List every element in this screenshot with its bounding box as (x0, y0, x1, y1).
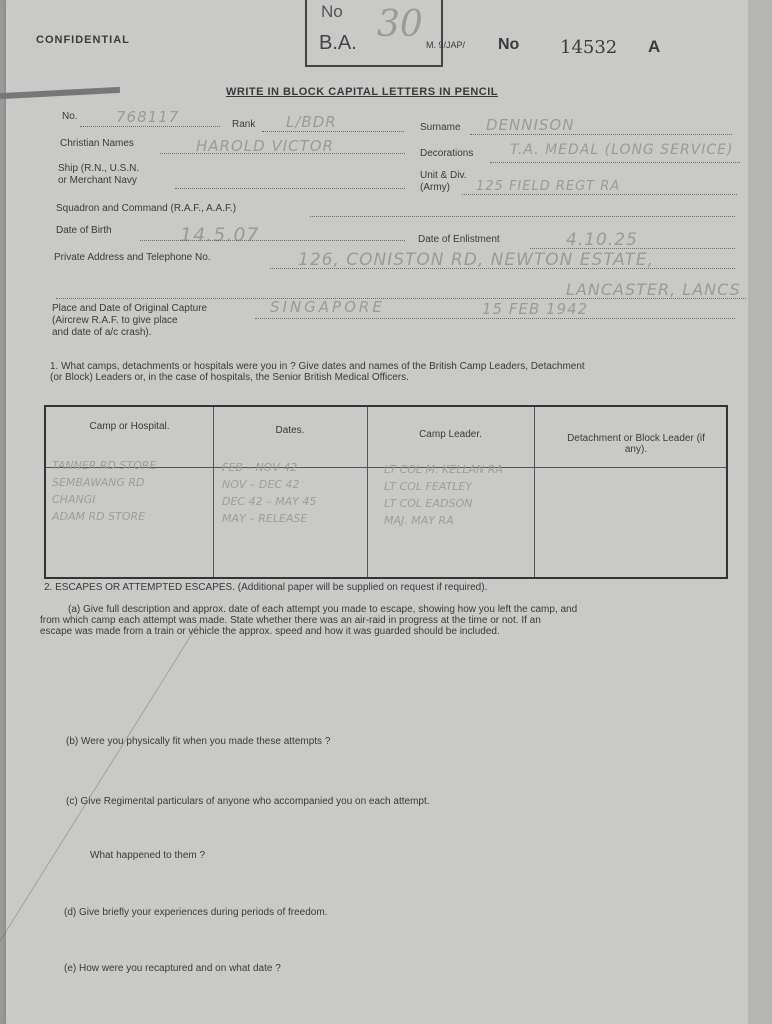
rank-value: L/BDR (286, 113, 337, 131)
unit-label-1: Unit & Div. (420, 170, 467, 181)
dob-label: Date of Birth (56, 225, 112, 236)
serial-label: No (498, 36, 520, 53)
surname-value: DENNISON (486, 116, 575, 134)
ship-label-1: Ship (R.N., U.S.N. (58, 163, 140, 174)
question-1-line1: 1. What camps, detachments or hospitals were you in ? Give dates and names of the British Camp Leaders, Detachment (50, 361, 585, 372)
no-value: 768117 (116, 108, 180, 126)
serial-number: 14532 (560, 37, 618, 58)
table-cell: TANNER RD STORE (52, 459, 157, 472)
squadron-label: Squadron and Command (R.A.F., A.A.F.) (56, 203, 237, 214)
enlistment-label: Date of Enlistment (418, 234, 500, 245)
instruction-heading: WRITE IN BLOCK CAPITAL LETTERS IN PENCIL (226, 86, 498, 98)
section-2a-line1: (a) Give full description and approx. date of each attempt you made to escape, showing how you left the camp, and (68, 604, 578, 615)
table-cell: LT COL EADSON (384, 497, 473, 510)
no-label: No. (62, 111, 78, 122)
table-cell: MAJ. MAY RA (384, 514, 454, 527)
table-header-detachment: Detachment or Block Leader (if any). (567, 433, 705, 455)
decorations-label: Decorations (420, 148, 474, 159)
stamp-ba: B.A. (319, 32, 357, 54)
unit-value: 125 FIELD REGT RA (476, 179, 621, 194)
camp-table (44, 405, 728, 579)
section-2a-line2: from which camp each attempt was made. State whether there was an air-raid in progress at the time or not. If an (40, 615, 541, 626)
table-header-dates: Dates. (275, 425, 305, 436)
stamp-handwritten-number: 30 (377, 4, 423, 45)
classification-label: CONFIDENTIAL (36, 34, 130, 46)
capture-label-3: and date of a/c crash). (52, 327, 152, 338)
form-reference: M. 9/JAP/ (426, 40, 466, 50)
section-2a-line3: escape was made from a train or vehicle the approx. speed and how it was guarded should be included. (40, 626, 500, 637)
table-cell: DEC 42 – MAY 45 (222, 495, 317, 508)
christian-names-value: HAROLD VICTOR (196, 137, 334, 155)
unit-label-2: (Army) (420, 182, 450, 193)
address-label: Private Address and Telephone No. (54, 252, 211, 263)
decorations-value: T.A. MEDAL (LONG SERVICE) (510, 142, 734, 158)
surname-label: Surname (420, 122, 461, 133)
rank-label: Rank (232, 119, 256, 130)
ba-stamp-box (305, 0, 443, 67)
enlistment-value: 4.10.25 (566, 230, 638, 250)
table-cell: LT COL FEATLEY (384, 480, 473, 493)
question-1-text (50, 361, 740, 383)
capture-date-value: 15 FEB 1942 (482, 300, 589, 318)
section-2b-question: (b) Were you physically fit when you made these attempts ? (66, 736, 331, 747)
capture-label-1: Place and Date of Original Capture (52, 303, 208, 314)
table-cell: NOV – DEC 42 (222, 478, 300, 491)
section-2d-question: (d) Give briefly your experiences during periods of freedom. (64, 907, 328, 918)
section-2c-question: (c) Give Regimental particulars of anyone who accompanied you on each attempt. (66, 796, 430, 807)
table-cell: ADAM RD STORE (52, 510, 146, 523)
section-2c-followup: What happened to them ? (90, 850, 206, 861)
table-cell: FEB – NOV 42 (222, 461, 298, 474)
section-2e-question: (e) How were you recaptured and on what date ? (64, 963, 281, 974)
table-cell: LT COL M. KELLAN RA (384, 463, 503, 476)
underlying-sheet (748, 0, 772, 1024)
table-header-camp-leader: Camp Leader. (419, 429, 482, 440)
capture-label-2: (Aircrew R.A.F. to give place (52, 315, 178, 326)
ship-label-2: or Merchant Navy (58, 175, 137, 186)
address-value-line2: LANCASTER, LANCS (566, 280, 741, 299)
table-cell: MAY – RELEASE (222, 512, 308, 525)
series-letter: A (648, 37, 661, 56)
section-2-title: 2. ESCAPES OR ATTEMPTED ESCAPES. (Additional paper will be supplied on request if required). (44, 582, 488, 593)
table-cell: CHANGI (52, 493, 96, 506)
question-1-line2: (or Block) Leaders or, in the case of hospitals, the Senior British Medical Officers. (50, 372, 409, 383)
christian-names-label: Christian Names (60, 138, 134, 149)
section-2a-text (40, 604, 740, 637)
capture-place-value: SINGAPORE (270, 298, 385, 316)
address-value-line1: 126, CONISTON RD, NEWTON ESTATE, (298, 250, 655, 270)
table-cell: SEMBAWANG RD (52, 476, 145, 489)
table-header-camp: Camp or Hospital. (89, 421, 170, 432)
dob-value: 14.5.07 (180, 224, 260, 246)
stamp-no: No (321, 2, 343, 21)
